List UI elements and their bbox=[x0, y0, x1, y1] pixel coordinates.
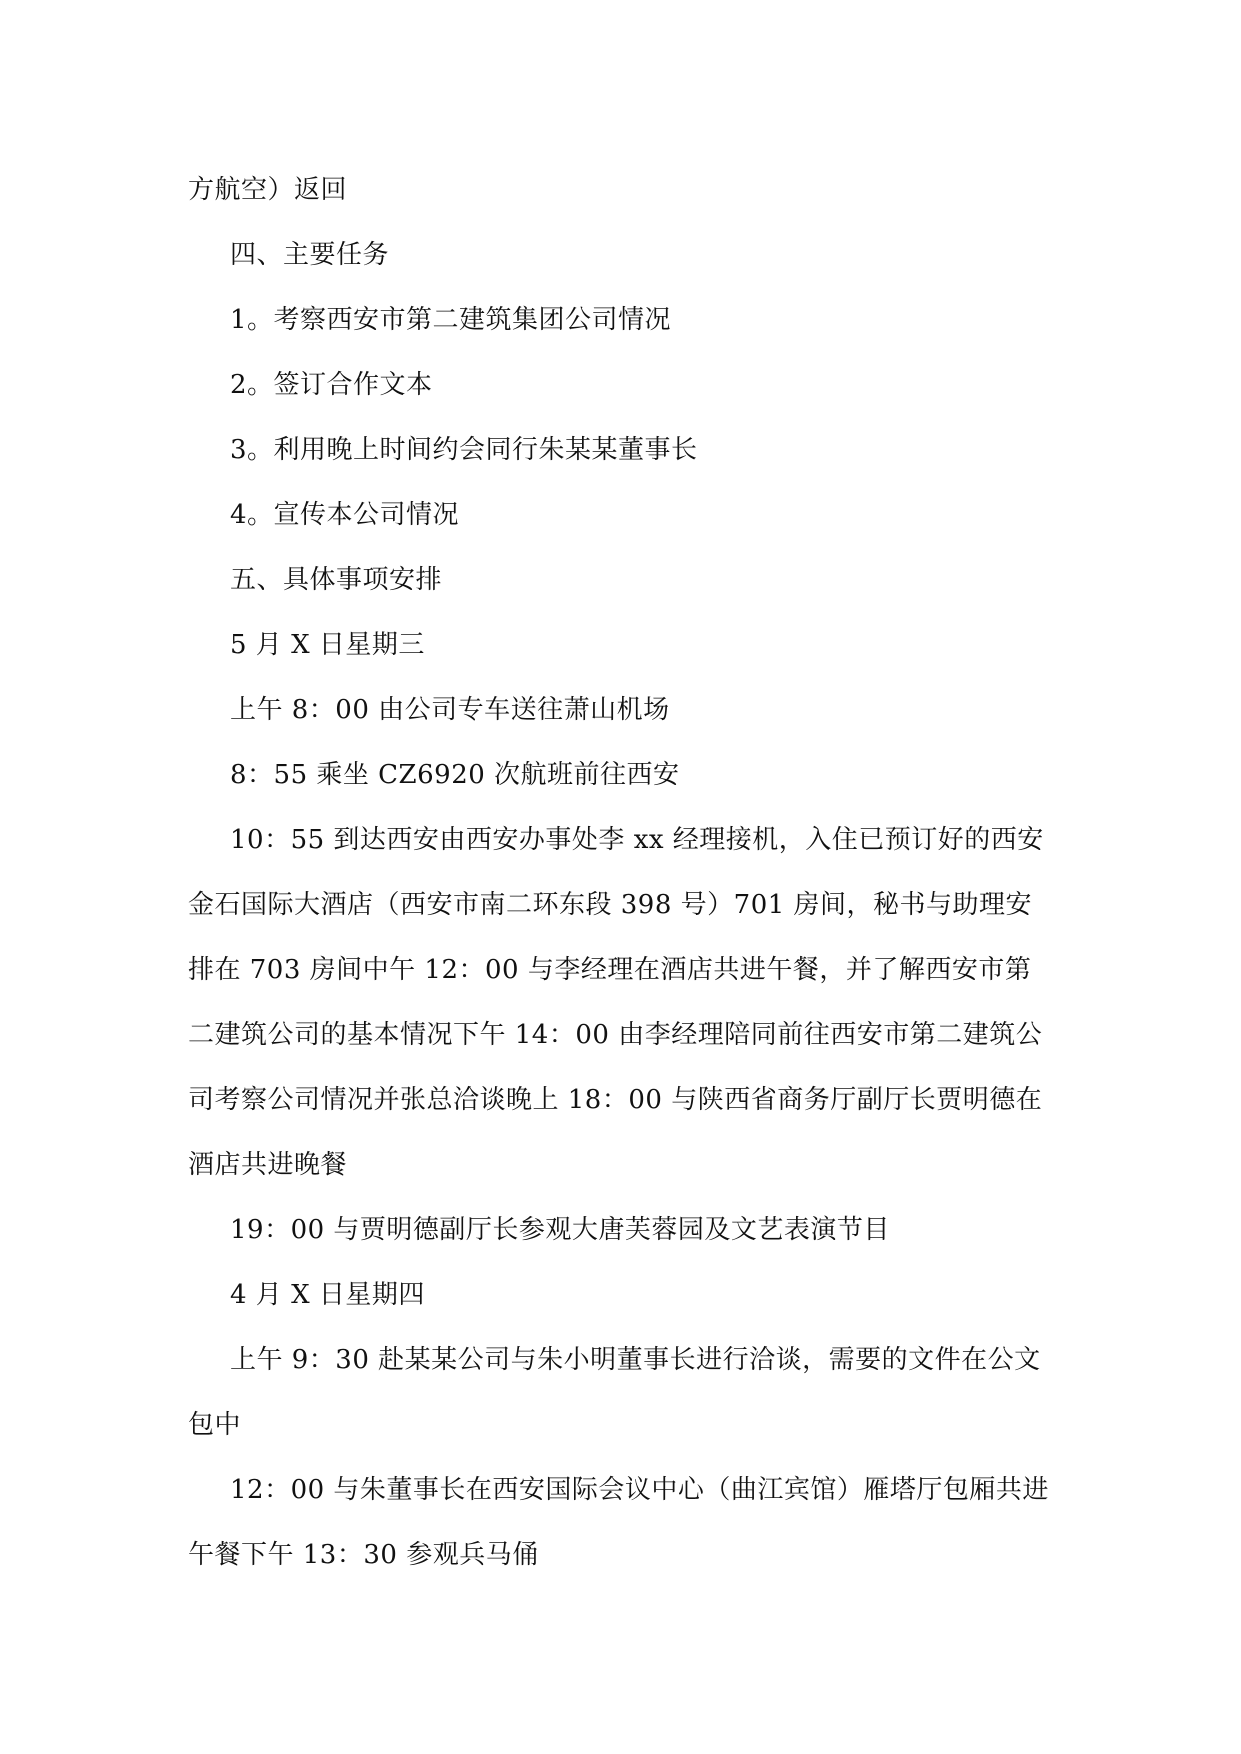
schedule-item: 19：00 与贾明德副厅长参观大唐芙蓉园及文艺表演节目 bbox=[230, 1215, 890, 1245]
list-item: 4。宣传本公司情况 bbox=[230, 500, 460, 530]
section-heading: 五、具体事项安排 bbox=[230, 565, 443, 595]
schedule-item: 上午 8：00 由公司专车送往萧山机场 bbox=[230, 695, 670, 725]
list-item: 2。签订合作文本 bbox=[230, 370, 433, 400]
schedule-item: 8：55 乘坐 CZ6920 次航班前往西安 bbox=[230, 760, 680, 790]
list-item: 3。利用晚上时间约会同行朱某某董事长 bbox=[230, 435, 698, 465]
list-item: 1。考察西安市第二建筑集团公司情况 bbox=[230, 305, 672, 335]
date-line: 4 月 X 日星期四 bbox=[230, 1280, 425, 1310]
schedule-item: 上午 9：30 赴某某公司与朱小明董事长进行洽谈，需要的文件在公文包中 bbox=[188, 1345, 1041, 1440]
paragraph: 方航空）返回 bbox=[188, 175, 348, 205]
document-body bbox=[188, 158, 1053, 1588]
schedule-item: 12：00 与朱董事长在西安国际会议中心（曲江宾馆）雁塔厅包厢共进午餐下午 13：30 参观兵马俑 bbox=[188, 1475, 1049, 1570]
section-heading: 四、主要任务 bbox=[230, 240, 390, 270]
date-line: 5 月 X 日星期三 bbox=[230, 630, 425, 660]
schedule-item: 10：55 到达西安由西安办事处李 xx 经理接机，入住已预订好的西安金石国际大酒店（西安市南二环东段 398 号）701 房间，秘书与助理安排在 703 房间中午 12：00 与李经理在酒店共进午餐，并了解西安市第二建筑公司的基本情况下午 14：00 由李经理陪同前往西安市第二建筑公司考察公司情况并张总洽谈晚上 18：00 与陕西省商务厅副厅长贾明德在酒店共进晚餐 bbox=[188, 825, 1044, 1180]
